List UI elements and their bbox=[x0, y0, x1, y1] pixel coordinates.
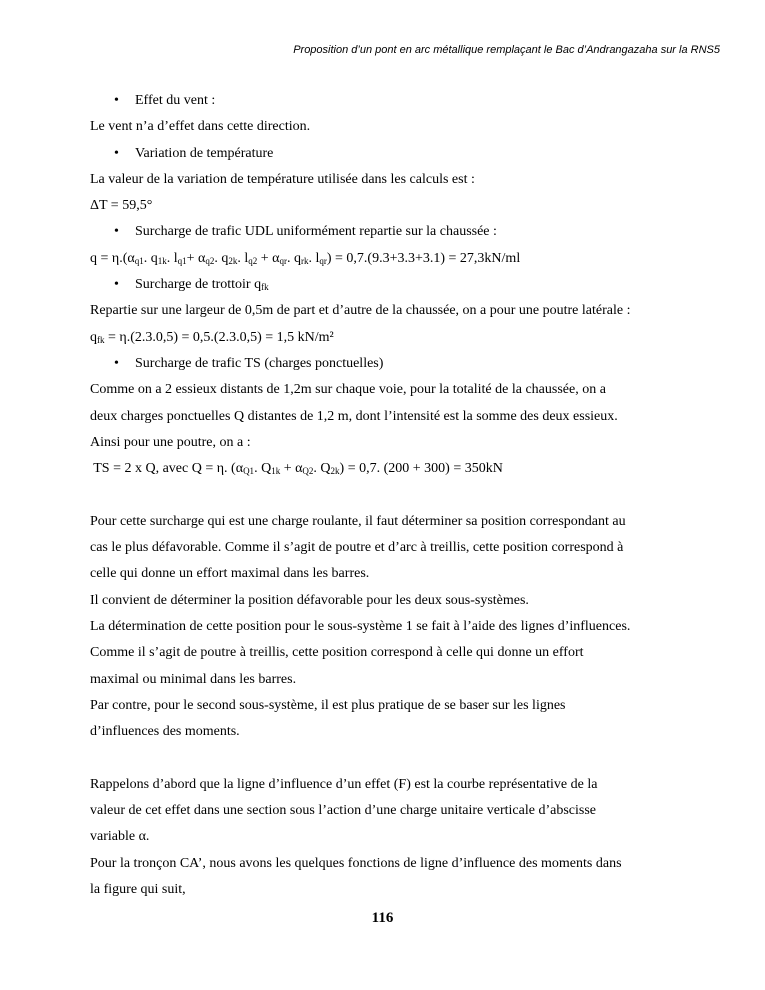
formula-delta-t: ΔT = 59,5° bbox=[90, 198, 153, 214]
paragraph-line: deux charges ponctuelles Q distantes de 1,2 m, dont l’intensité est la somme des deux essieux. bbox=[90, 408, 618, 424]
paragraph-line: Pour cette surcharge qui est une charge roulante, il faut déterminer sa position correspondant au bbox=[90, 513, 626, 529]
paragraph-line: Ainsi pour une poutre, on a : bbox=[90, 434, 251, 450]
blank-line bbox=[90, 745, 680, 771]
paragraph-line: d’influences des moments. bbox=[90, 724, 240, 740]
paragraph-line: valeur de cet effet dans une section sous l’action d’une charge unitaire verticale d’abscisse bbox=[90, 803, 596, 819]
page-number: 116 bbox=[371, 910, 394, 926]
paragraph-line: La détermination de cette position pour le sous-système 1 se fait à l’aide des lignes d’influences. bbox=[90, 618, 631, 634]
paragraph-line: Repartie sur une largeur de 0,5m de part et d’autre de la chaussée, on a pour une poutre latérale : bbox=[90, 303, 631, 319]
blank-line bbox=[90, 482, 680, 508]
paragraph-line: Le vent n’a d’effet dans cette direction. bbox=[90, 119, 311, 135]
paragraph-line: Par contre, pour le second sous-système, il est plus pratique de se baser sur les lignes bbox=[90, 697, 566, 713]
running-header: Proposition d’un pont en arc métallique remplaçant le Bac d’Andrangazaha sur la RNS5 bbox=[293, 44, 720, 56]
bullet-ts: • Surcharge de trafic TS (charges ponctuelles) bbox=[90, 351, 680, 377]
paragraph-line: celle qui donne un effort maximal dans les barres. bbox=[90, 566, 370, 582]
paragraph-line: La valeur de la variation de température utilisée dans les calculs est : bbox=[90, 171, 475, 187]
formula-ts: TS = 2 x Q, avec Q = η. ($\alpha_{Q1}$. $Q_{1k} + \alpha_{Q2}$. $Q_{2k}) = 0,7$. (200 + 300) = 350kN bbox=[90, 461, 503, 477]
paragraph-line: maximal ou minimal dans les barres. bbox=[90, 671, 297, 687]
page-body bbox=[90, 88, 680, 903]
paragraph-line: Comme il s’agit de poutre à treillis, cette position correspond à celle qui donne un effort bbox=[90, 645, 584, 661]
bullet-udl: • Surcharge de trafic UDL uniformément repartie sur la chaussée : bbox=[90, 219, 680, 245]
paragraph-line: variable α. bbox=[90, 829, 150, 845]
paragraph-line: Pour la tronçon CA’, nous avons les quelques fonctions de ligne d’influence des moments dans bbox=[90, 855, 622, 871]
bullet-temperature: • Variation de température bbox=[90, 141, 680, 167]
paragraph-line: Comme on a 2 essieux distants de 1,2m sur chaque voie, pour la totalité de la chaussée, on a bbox=[90, 382, 606, 398]
bullet-wind: • Effet du vent : bbox=[90, 88, 680, 114]
formula-udl: $q = \eta.(\alpha_{q1}$. $q_{1k}$. $l_{q1}+ \alpha_{q2}$. $q_{2k}$. $l_{q2} + \alpha_{qr}$. $q_{rk}$. $l_{qr}) = 0,7.(9.3+3.3+3.1) = 27,3kN/ml$ bbox=[90, 250, 521, 266]
bullet-sidewalk: • Surcharge de trottoir $q_{fk}$ bbox=[90, 272, 680, 298]
paragraph-line: la figure qui suit, bbox=[90, 881, 186, 897]
paragraph-line: Rappelons d’abord que la ligne d’influence d’un effet (F) est la courbe représentative de la bbox=[90, 776, 598, 792]
paragraph-line: cas le plus défavorable. Comme il s’agit de poutre et d’arc à treillis, cette position correspond à bbox=[90, 540, 624, 556]
formula-sidewalk: $q_{fk} = \eta.(2.3.0,5) = 0,5.(2.3.0,5) = 1,5$ kN/m² bbox=[90, 329, 334, 345]
paragraph-line: Il convient de déterminer la position défavorable pour les deux sous-systèmes. bbox=[90, 592, 529, 608]
